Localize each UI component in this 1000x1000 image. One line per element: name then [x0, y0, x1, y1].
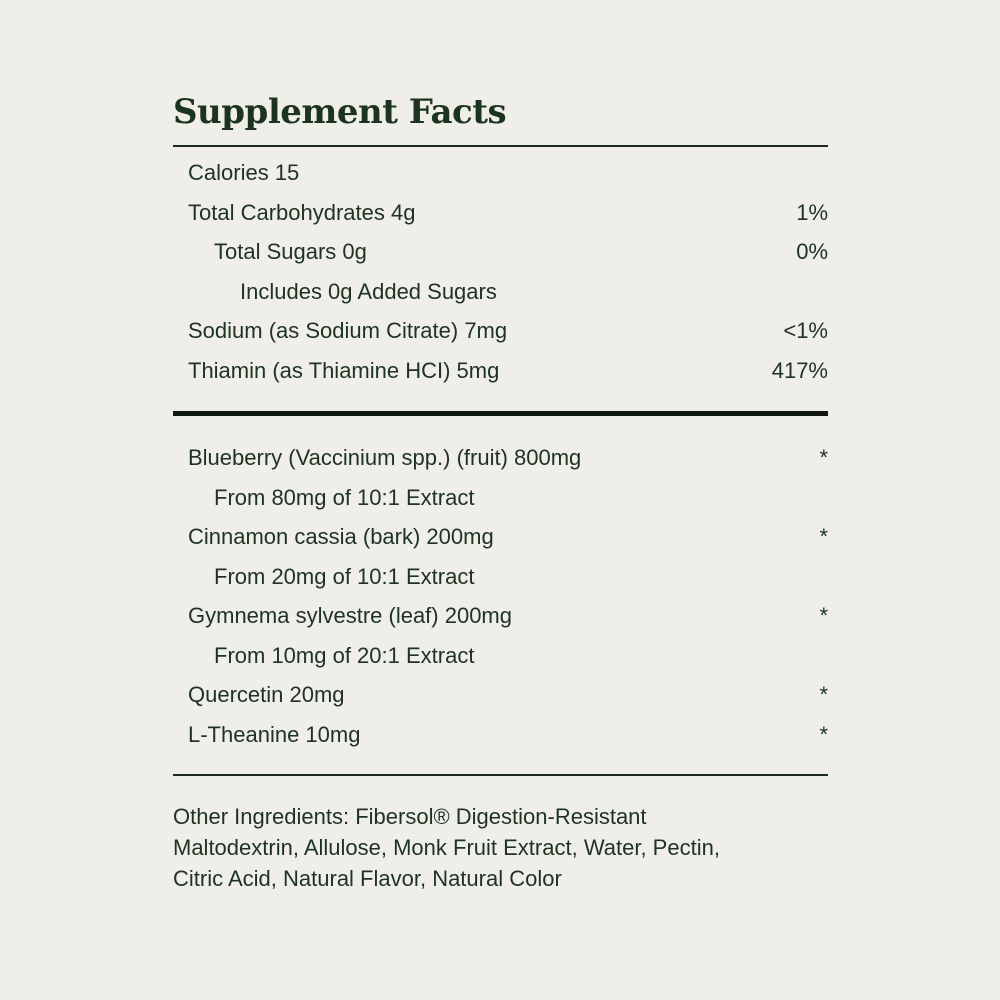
ingredient-row-label: Cinnamon cassia (bark) 200mg [188, 524, 494, 549]
ingredient-row [188, 557, 828, 597]
nutrient-row [188, 153, 828, 193]
nutrient-row [188, 232, 828, 272]
nutrient-row [188, 193, 828, 233]
title-divider [173, 145, 828, 147]
ingredient-row [188, 596, 828, 636]
ingredient-row-value: * [819, 603, 828, 628]
ingredient-row [188, 715, 828, 755]
other-ingredients-line: Maltodextrin, Allulose, Monk Fruit Extract, Water, Pectin, [173, 835, 720, 860]
ingredient-row-label: From 10mg of 20:1 Extract [214, 642, 475, 668]
ingredient-row [188, 438, 828, 478]
ingredient-row-label: Quercetin 20mg [188, 682, 345, 707]
other-ingredients [173, 801, 828, 894]
nutrient-row-value: 1% [796, 199, 828, 225]
nutrient-row [188, 351, 828, 391]
ingredient-row-value: * [819, 721, 828, 747]
ingredient-row-label: Blueberry (Vaccinium spp.) (fruit) 800mg [188, 445, 582, 470]
ingredient-row [188, 517, 828, 557]
ingredient-row-value: * [819, 445, 828, 470]
ingredient-row-label: From 80mg of 10:1 Extract [214, 484, 475, 510]
other-ingredients-line: Citric Acid, Natural Flavor, Natural Color [173, 866, 562, 891]
ingredient-row-label: L-Theanine 10mg [188, 721, 361, 747]
ingredient-row-label: Gymnema sylvestre (leaf) 200mg [188, 603, 512, 628]
ingredient-row [188, 478, 828, 518]
nutrient-row-label: Includes 0g Added Sugars [240, 278, 497, 304]
ingredient-row-value: * [819, 524, 828, 549]
bottom-divider [173, 774, 828, 776]
ingredient-row-label: From 20mg of 10:1 Extract [214, 563, 475, 589]
nutrient-row-label: Thiamin (as Thiamine HCI) 5mg [188, 357, 500, 383]
thick-divider [173, 411, 828, 416]
ingredient-row [188, 675, 828, 715]
nutrient-row-label: Calories 15 [188, 160, 300, 185]
nutrient-row-label: Total Sugars 0g [214, 239, 367, 264]
panel-title: Supplement Facts [173, 92, 507, 132]
nutrient-row-label: Sodium (as Sodium Citrate) 7mg [188, 318, 508, 343]
nutrient-row [188, 311, 828, 351]
ingredient-list [173, 438, 828, 754]
nutrient-row-value: 0% [796, 239, 828, 264]
nutrient-row-value: <1% [783, 318, 828, 343]
nutrient-row-label: Total Carbohydrates 4g [188, 199, 416, 225]
other-ingredients-line: Other Ingredients: Fibersol® Digestion-Resistant [173, 804, 647, 829]
supplement-facts-panel [173, 90, 828, 894]
nutrient-list [173, 153, 828, 390]
ingredient-row-value: * [819, 682, 828, 707]
nutrient-row-value: 417% [771, 357, 828, 383]
nutrient-row [188, 272, 828, 312]
ingredient-row [188, 636, 828, 676]
